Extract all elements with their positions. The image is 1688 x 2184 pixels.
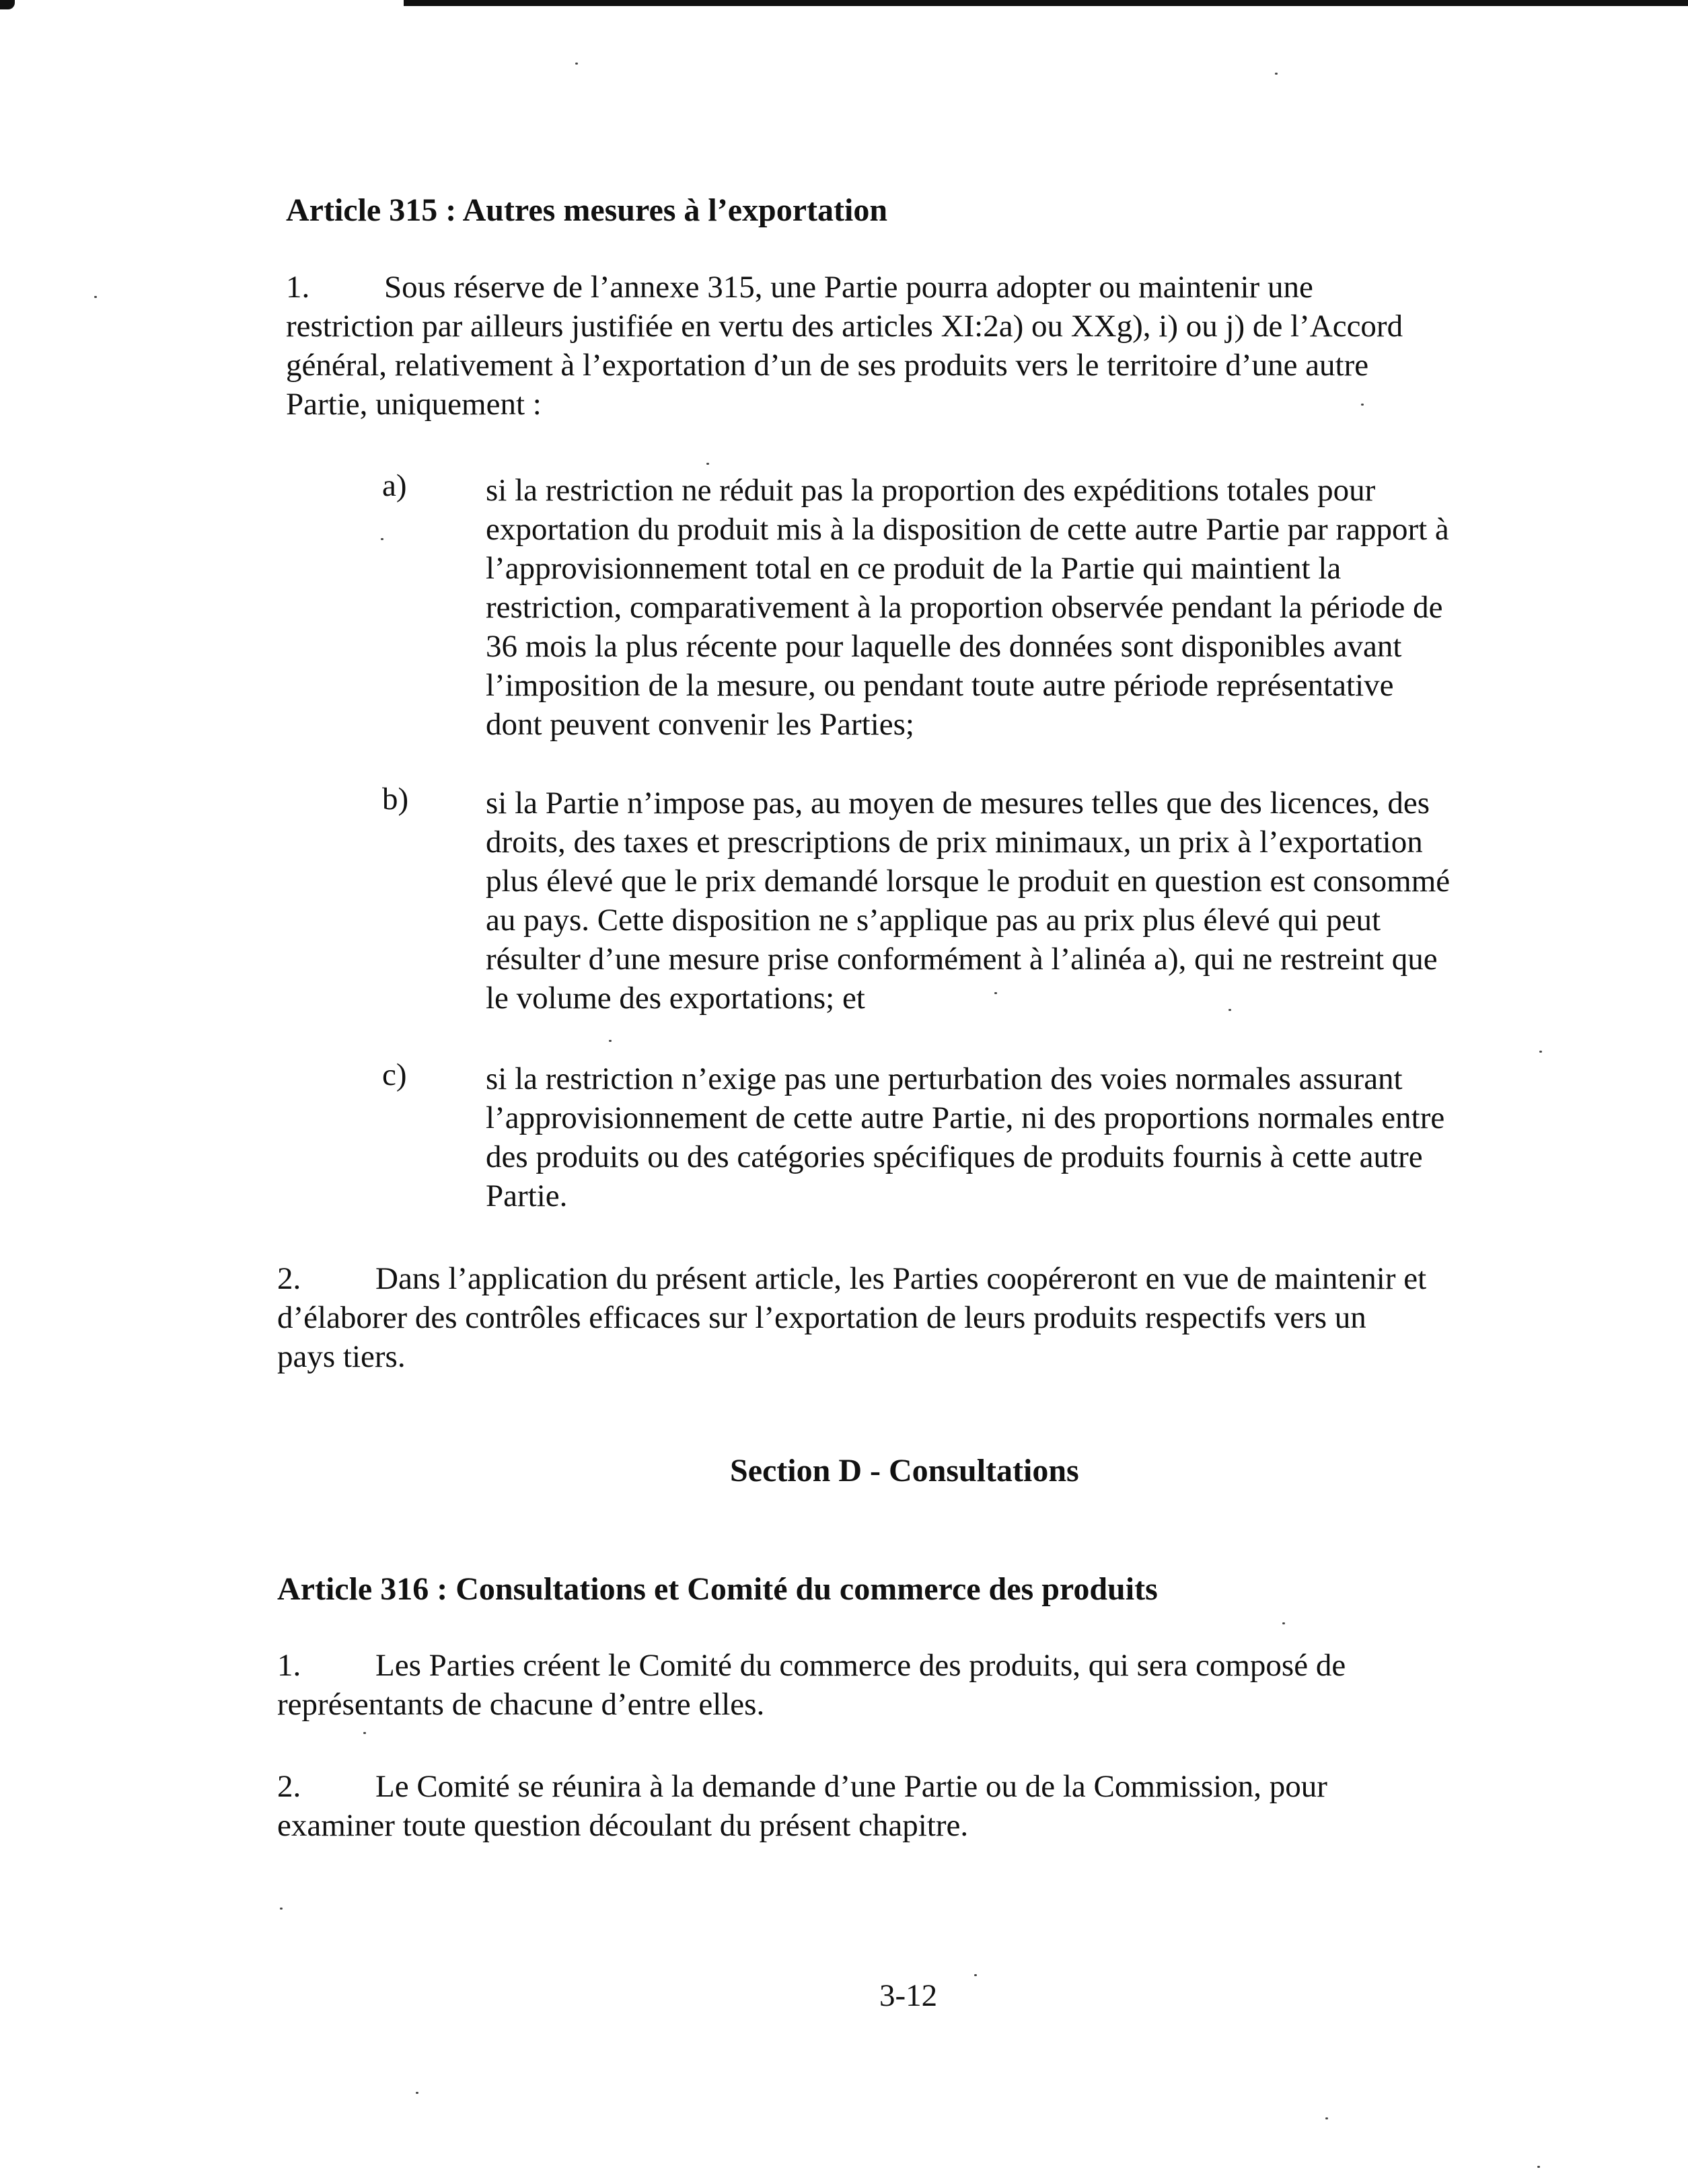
item-line: restriction, comparativement à la proportion observée pendant la période de — [486, 590, 1443, 625]
item-line: dont peuvent convenir les Parties; — [486, 707, 914, 742]
paragraph-number: 1. — [286, 270, 310, 305]
item-line: si la Partie n’impose pas, au moyen de mesures telles que des licences, des — [486, 786, 1430, 821]
item-line: l’approvisionnement de cette autre Partie, ni des proportions normales entre — [486, 1100, 1445, 1135]
item-line: résulter d’une mesure prise conformément à l’alinéa a), qui ne restreint que — [486, 942, 1438, 977]
scan-speck — [94, 296, 97, 298]
paragraph-line: d’élaborer des contrôles efficaces sur l’exportation de leurs produits respectifs vers un — [277, 1300, 1366, 1335]
paragraph-line: Les Parties créent le Comité du commerce des produits, qui sera composé de — [375, 1648, 1346, 1683]
paragraph-number: 2. — [277, 1261, 301, 1296]
paragraph-number: 1. — [277, 1648, 301, 1683]
scan-speck — [416, 2092, 418, 2094]
article-316-paragraph-2 — [277, 1767, 1327, 1845]
item-b-text — [486, 784, 1450, 1018]
item-line: droits, des taxes et prescriptions de prix minimaux, un prix à l’exportation — [486, 825, 1423, 860]
scan-speck — [1275, 73, 1278, 75]
article-316-title: Article 316 : Consultations et Comité du commerce des produits — [277, 1571, 1158, 1607]
item-line: si la restriction n’exige pas une perturbation des voies normales assurant — [486, 1061, 1403, 1096]
scan-speck — [575, 63, 578, 65]
article-315-paragraph-2 — [277, 1259, 1426, 1376]
page-number: 3-12 — [879, 1978, 938, 2013]
paragraph-line: Sous réserve de l’annexe 315, une Partie pourra adopter ou maintenir une — [384, 270, 1313, 305]
scan-speck — [381, 538, 383, 540]
scan-speck — [1537, 2166, 1540, 2168]
paragraph-line: Dans l’application du présent article, les Parties coopéreront en vue de maintenir et — [375, 1261, 1427, 1296]
scan-top-border — [404, 0, 1688, 6]
paragraph-line: Partie, uniquement : — [286, 387, 542, 422]
item-line: Partie. — [486, 1178, 568, 1213]
scan-speck — [363, 1732, 366, 1734]
item-line: l’approvisionnement total en ce produit de la Partie qui maintient la — [486, 551, 1342, 586]
scan-speck — [994, 992, 997, 994]
article-316-paragraph-1 — [277, 1646, 1346, 1724]
item-line: des produits ou des catégories spécifiques de produits fournis à cette autre — [486, 1139, 1423, 1174]
article-315-title: Article 315 : Autres mesures à l’exportation — [286, 192, 888, 228]
paragraph-line: Le Comité se réunira à la demande d’une Partie ou de la Commission, pour — [375, 1769, 1327, 1804]
item-line: au pays. Cette disposition ne s’applique pas au prix plus élevé qui peut — [486, 903, 1381, 938]
scan-speck — [609, 1040, 612, 1042]
scan-speck — [1361, 404, 1364, 406]
paragraph-line: représentants de chacune d’entre elles. — [277, 1687, 765, 1722]
paragraph-line: général, relativement à l’exportation d’un de ses produits vers le territoire d’une autre — [286, 348, 1369, 383]
scan-speck — [1228, 1009, 1231, 1011]
item-line: plus élevé que le prix demandé lorsque le produit en question est consommé — [486, 864, 1451, 899]
paragraph-line: pays tiers. — [277, 1339, 406, 1374]
item-a-label: a) — [382, 468, 407, 503]
section-heading: Section D - Consultations — [730, 1453, 1079, 1489]
item-c-text — [486, 1059, 1444, 1215]
scan-corner-mark — [0, 0, 15, 9]
scan-speck — [1282, 1622, 1285, 1624]
item-line: si la restriction ne réduit pas la proportion des expéditions totales pour — [486, 473, 1376, 508]
scan-speck — [706, 463, 709, 465]
scan-speck — [280, 1908, 283, 1910]
item-line: 36 mois la plus récente pour laquelle des données sont disponibles avant — [486, 629, 1402, 664]
scan-speck — [1325, 2117, 1328, 2119]
item-line: l’imposition de la mesure, ou pendant toute autre période représentative — [486, 668, 1394, 703]
paragraph-line: examiner toute question découlant du présent chapitre. — [277, 1808, 969, 1843]
item-a-text — [486, 471, 1449, 744]
paragraph-number: 2. — [277, 1769, 301, 1804]
item-b-label: b) — [382, 782, 409, 817]
article-315-paragraph-1 — [286, 268, 1403, 424]
scan-speck — [974, 1974, 977, 1976]
item-line: le volume des exportations; et — [486, 981, 865, 1016]
item-line: exportation du produit mis à la disposition de cette autre Partie par rapport à — [486, 512, 1449, 547]
paragraph-line: restriction par ailleurs justifiée en vertu des articles XI:2a) ou XXg), i) ou j) de l’Accord — [286, 309, 1403, 344]
item-c-label: c) — [382, 1057, 407, 1092]
scan-speck — [1539, 1051, 1542, 1053]
